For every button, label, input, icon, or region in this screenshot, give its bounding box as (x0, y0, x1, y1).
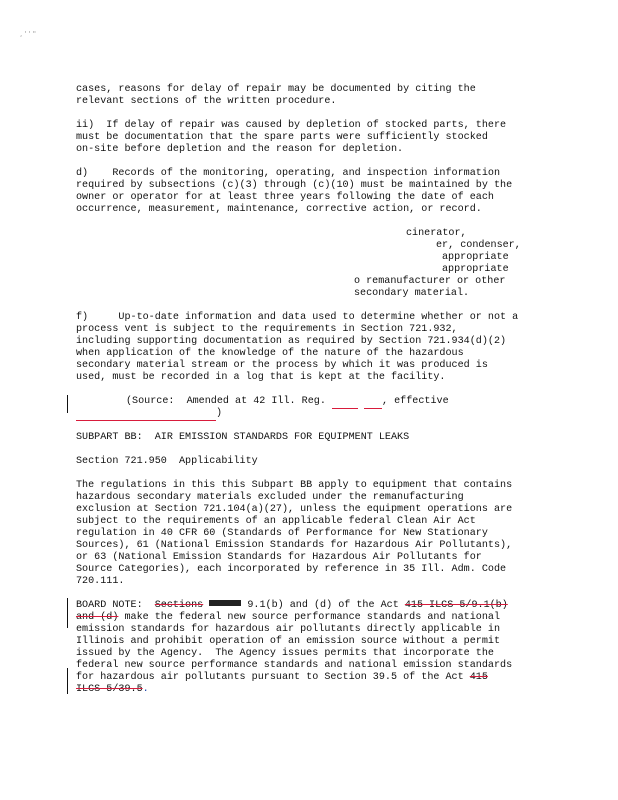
text-line: hazardous secondary materials excluded under the remanufacturing (76, 492, 464, 503)
text-line: 720.111. (76, 576, 125, 587)
fragment-line: er, condenser, (436, 240, 521, 251)
text-line: ii) If delay of repair was caused by depletion of stocked parts, there (76, 120, 507, 131)
text-line: Source Categories), each incorporated by reference in 35 Ill. Adm. Code (76, 564, 507, 575)
fragment-line: secondary material. (354, 288, 470, 299)
change-bar (67, 598, 68, 628)
board-note-line: federal new source performance standards and national emission standards (76, 660, 513, 671)
fragment-line: o remanufacturer or other (354, 276, 506, 287)
source-note-line: ) (76, 408, 222, 421)
text-line: d) Records of the monitoring, operating, and inspection information (76, 168, 501, 179)
text-line: including supporting documentation as required by Section 721.934(d)(2) (76, 336, 507, 347)
text-line: subject to the requirements of an applicable federal Clean Air Act (76, 516, 476, 527)
text-line: exclusion at Section 721.104(a)(27), unless the equipment operations are (76, 504, 513, 515)
text-line: f) Up-to-date information and data used to determine whether or not a (76, 312, 519, 323)
board-note-line: for hazardous air pollutants pursuant to Section 39.5 of the Act 415 (76, 672, 488, 683)
board-note-line: BOARD NOTE: Sections 9.1(b) and (d) of the Act 415 ILCS 5/9.1(b) (76, 600, 508, 611)
fragment-line: appropriate (442, 252, 509, 263)
text-line: cases, reasons for delay of repair may be documented by citing the (76, 84, 476, 95)
board-note-line: issued by the Agency. The Agency issues permits that incorporate the (76, 648, 494, 659)
board-note-line: emission standards for hazardous air pollutants directly applicable in (76, 624, 501, 635)
text-line: on-site before depletion and the reason for depletion. (76, 144, 404, 155)
section-heading: Section 721.950 Applicability (76, 456, 258, 467)
text-line: process vent is subject to the requirements in Section 721.932, (76, 324, 458, 335)
text-line: secondary material stream or the process by which it was produced is (76, 360, 488, 371)
board-note-line: Illinois and prohibit operation of an emission source without a permit (76, 636, 501, 647)
change-bar (67, 395, 68, 413)
scan-specks: , ' ' " (20, 30, 36, 38)
fragment-line: appropriate (442, 264, 509, 275)
text-line: when application of the knowledge of the nature of the hazardous (76, 348, 464, 359)
text-line: must be documentation that the spare parts were sufficiently stocked (76, 132, 488, 143)
text-line: used, must be recorded in a log that is kept at the facility. (76, 372, 446, 383)
subpart-heading: SUBPART BB: AIR EMISSION STANDARDS FOR EQUIPMENT LEAKS (76, 432, 410, 443)
text-line: occurrence, measurement, maintenance, corrective action, or record. (76, 204, 482, 215)
text-line: or 63 (National Emission Standards for Hazardous Air Pollutants for (76, 552, 482, 563)
text-line: regulation in 40 CFR 60 (Standards of Performance for New Stationary (76, 528, 488, 539)
change-bar (67, 668, 68, 694)
fragment-line: cinerator, (406, 228, 467, 239)
text-line: required by subsections (c)(3) through (c)(10) must be maintained by the (76, 180, 513, 191)
board-note-line: and (d) make the federal new source performance standards and national (76, 612, 501, 623)
text-line: owner or operator for at least three years following the date of each (76, 192, 494, 203)
text-line: relevant sections of the written procedure. (76, 96, 337, 107)
text-line: The regulations in this this Subpart BB apply to equipment that contains (76, 480, 513, 491)
source-note: (Source: Amended at 42 Ill. Reg. , effective (126, 396, 449, 407)
text-line: Sources), 61 (National Emission Standards for Hazardous Air Pollutants), (76, 540, 513, 551)
board-note-line: ILCS 5/39.5. (76, 684, 149, 695)
redaction-mark (209, 600, 241, 606)
